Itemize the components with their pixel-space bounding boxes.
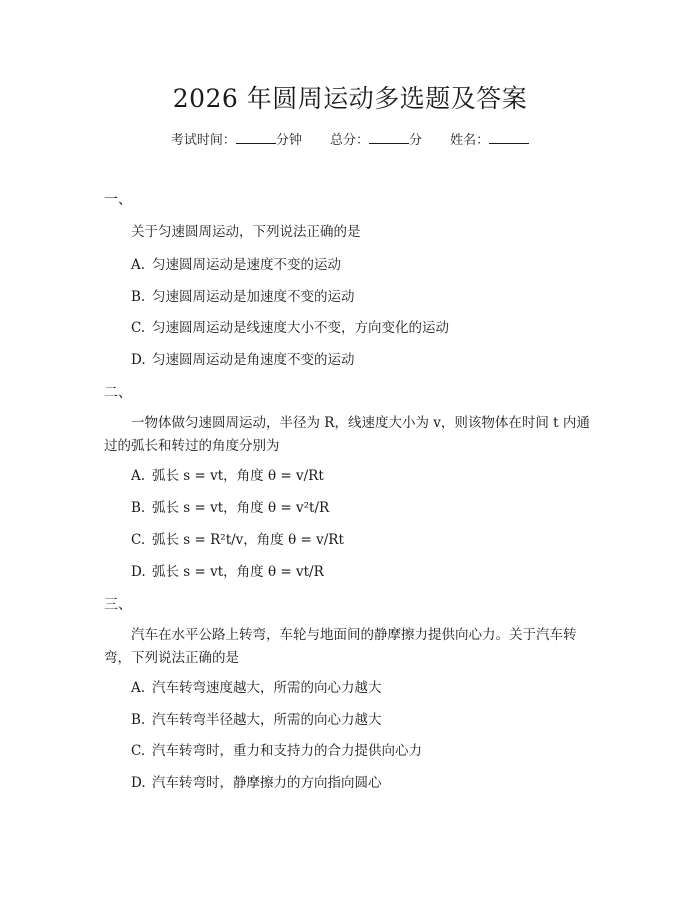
option-text: 汽车转弯时，静摩擦力的方向指向圆心 bbox=[152, 775, 382, 791]
total-score bbox=[330, 131, 422, 151]
option-letter: C. bbox=[131, 532, 146, 548]
question-2-option-a bbox=[131, 466, 601, 486]
question-1-stem: 关于匀速圆周运动，下列说法正确的是 bbox=[131, 224, 361, 240]
question-3-stem: 汽车在水平公路上转弯，车轮与地面间的静摩擦力提供向心力。关于汽车转弯，下列说法正确的是 bbox=[104, 627, 577, 666]
total-score-label: 总分： bbox=[329, 133, 369, 148]
option-text: 匀速圆周运动是速度不变的运动 bbox=[152, 257, 341, 273]
page-title: 2026 年圆周运动多选题及答案 bbox=[172, 84, 528, 113]
option-letter: A. bbox=[131, 257, 146, 273]
student-name-label: 姓名： bbox=[450, 133, 490, 148]
question-1-option-a bbox=[131, 255, 601, 275]
total-score-blank bbox=[369, 131, 409, 144]
option-text: 匀速圆周运动是线速度大小不变，方向变化的运动 bbox=[152, 320, 449, 336]
question-1-option-b bbox=[131, 287, 601, 307]
question-2-option-b bbox=[131, 498, 601, 518]
option-text: 匀速圆周运动是角速度不变的运动 bbox=[152, 352, 355, 368]
question-3-option-c bbox=[131, 741, 601, 761]
option-letter: D. bbox=[131, 564, 146, 580]
option-text: 匀速圆周运动是加速度不变的运动 bbox=[152, 289, 355, 305]
option-letter: A. bbox=[131, 468, 146, 484]
option-text: 汽车转弯时，重力和支持力的合力提供向心力 bbox=[152, 743, 422, 759]
option-text: 弧长 s = R²t/v，角度 θ = v/Rt bbox=[152, 532, 344, 548]
option-letter: B. bbox=[131, 712, 146, 728]
question-3-option-d bbox=[131, 773, 601, 793]
question-1-option-d bbox=[131, 350, 601, 370]
option-letter: C. bbox=[131, 743, 146, 759]
option-letter: D. bbox=[131, 775, 146, 791]
option-letter: D. bbox=[131, 352, 146, 368]
option-text: 弧长 s = vt，角度 θ = vt/R bbox=[152, 564, 324, 580]
option-letter: B. bbox=[131, 500, 146, 516]
question-2-option-d bbox=[131, 562, 601, 582]
student-name-blank bbox=[489, 131, 529, 144]
question-2-stem: 一物体做匀速圆周运动，半径为 R，线速度大小为 v，则该物体在时间 t 内通过的弧长和转过的角度分别为 bbox=[104, 415, 590, 454]
option-text: 弧长 s = vt，角度 θ = v/Rt bbox=[152, 468, 324, 484]
option-letter: A. bbox=[131, 680, 146, 696]
exam-meta bbox=[0, 131, 700, 151]
question-2-number: 二、 bbox=[104, 385, 132, 401]
option-text: 汽车转弯半径越大，所需的向心力越大 bbox=[152, 712, 382, 728]
option-text: 弧长 s = vt，角度 θ = v²t/R bbox=[152, 500, 330, 516]
exam-time bbox=[171, 131, 302, 151]
option-text: 汽车转弯速度越大，所需的向心力越大 bbox=[152, 680, 382, 696]
exam-time-unit: 分钟 bbox=[275, 133, 302, 148]
option-letter: C. bbox=[131, 320, 146, 336]
question-2-option-c bbox=[131, 530, 601, 550]
student-name bbox=[450, 131, 529, 151]
question-3-number: 三、 bbox=[104, 597, 132, 613]
question-1-option-c bbox=[131, 318, 601, 338]
exam-time-blank bbox=[236, 131, 276, 144]
option-letter: B. bbox=[131, 289, 146, 305]
question-3-option-a bbox=[131, 678, 601, 698]
total-score-unit: 分 bbox=[409, 133, 423, 148]
question-3-option-b bbox=[131, 710, 601, 730]
exam-time-label: 考试时间： bbox=[170, 133, 236, 148]
question-1-number: 一、 bbox=[104, 192, 132, 208]
